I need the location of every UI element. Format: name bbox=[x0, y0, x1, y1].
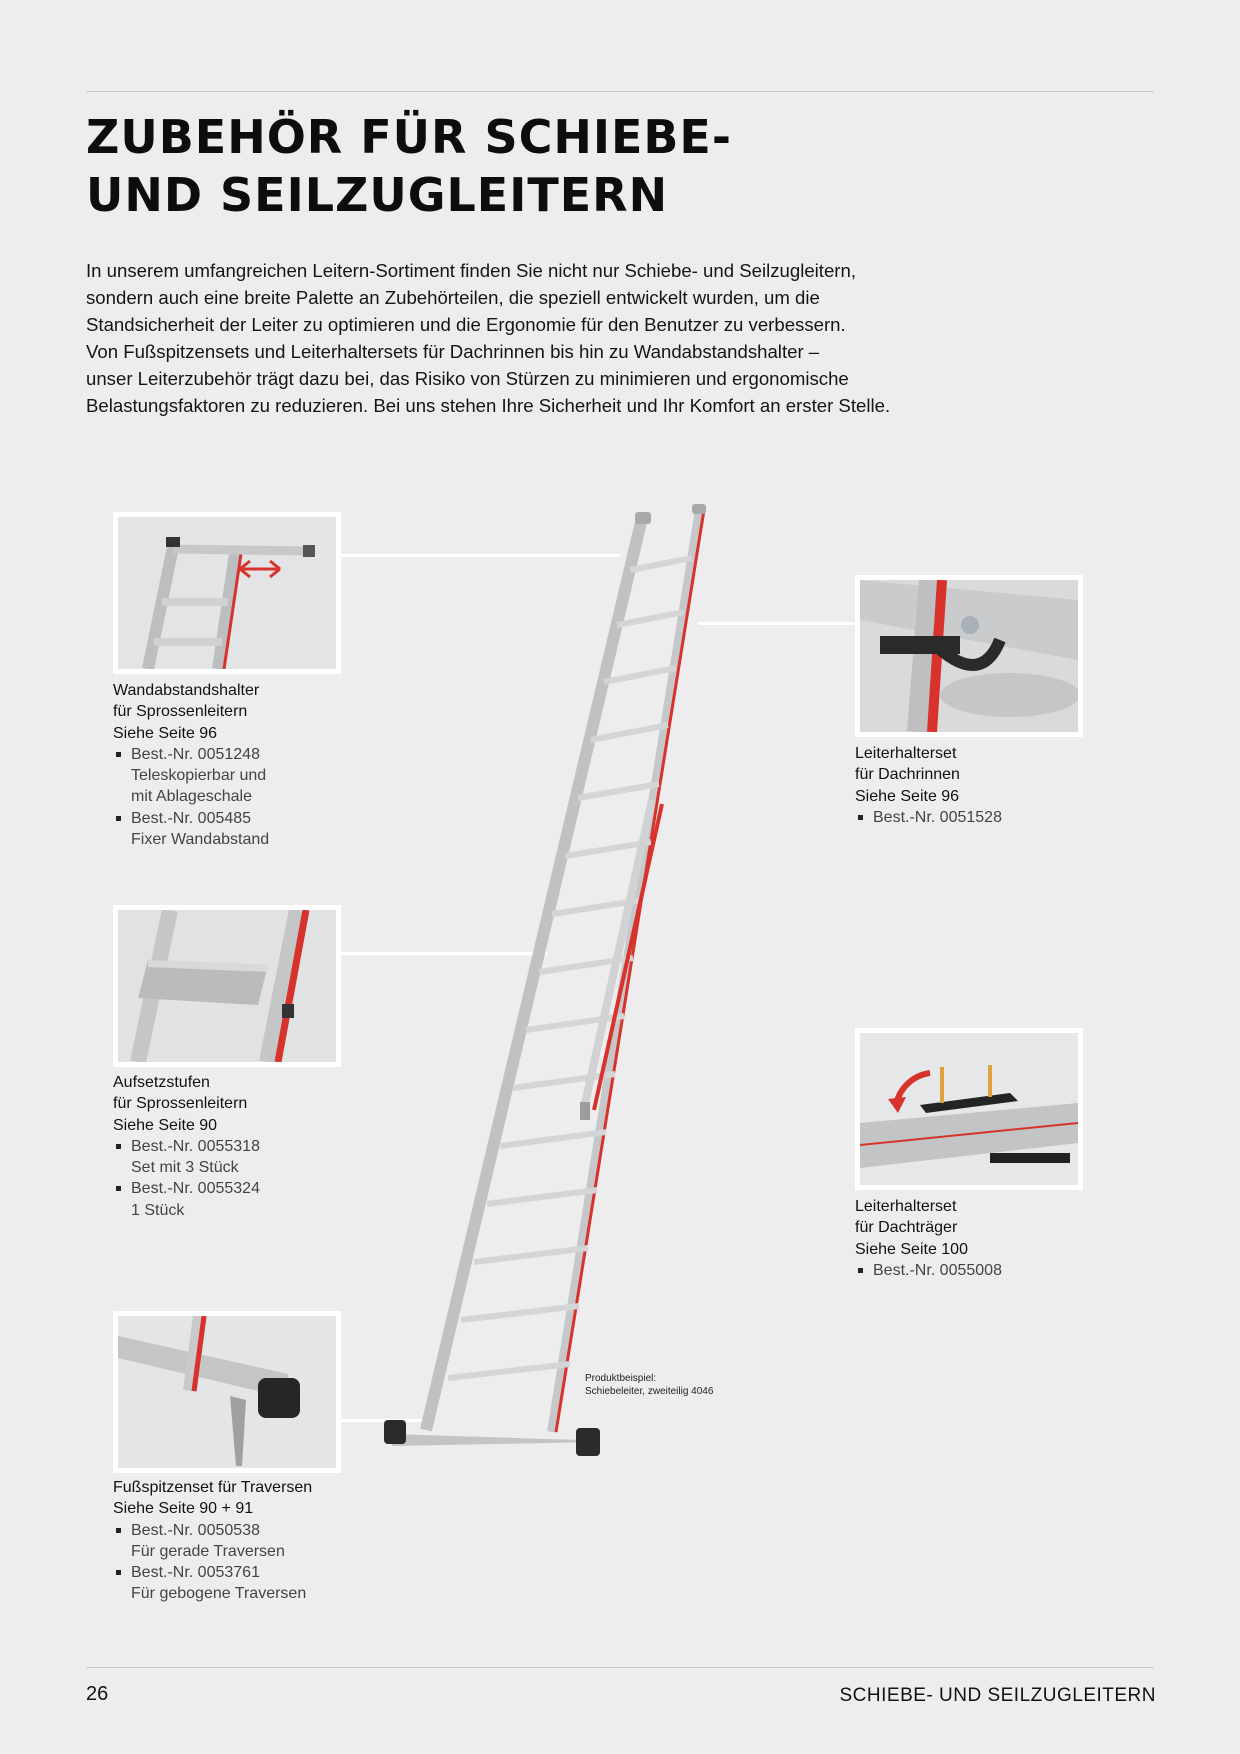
item-bullets bbox=[113, 1520, 363, 1605]
intro-line: unser Leiterzubehör trägt dazu bei, das Risiko von Stürzen zu minimieren und ergonomische bbox=[86, 368, 849, 389]
bullet-note: Set mit 3 Stück bbox=[131, 1159, 239, 1177]
product-caption bbox=[585, 1372, 713, 1398]
bullet-note: Für gerade Traversen bbox=[131, 1542, 285, 1560]
order-number: Best.-Nr. 0055324 bbox=[131, 1180, 260, 1198]
bullet-item bbox=[113, 1520, 363, 1563]
item-page-reference: Siehe Seite 90 + 91 bbox=[113, 1500, 254, 1518]
item-heading: Leiterhalterset bbox=[855, 1198, 957, 1215]
item-bullets bbox=[855, 807, 1105, 828]
bullet-item bbox=[113, 1562, 363, 1605]
order-number: Best.-Nr. 005485 bbox=[131, 809, 252, 827]
ladder-illustration bbox=[380, 490, 740, 1470]
item-heading: für Sprossenleitern bbox=[113, 703, 248, 721]
item-heading: Aufsetzstufen bbox=[113, 1074, 210, 1091]
photo-aufsetzstufen bbox=[113, 905, 341, 1067]
bullet-item bbox=[855, 807, 1105, 828]
bullet-note: Für gebogene Traversen bbox=[131, 1585, 307, 1603]
bullet-item bbox=[113, 744, 363, 808]
intro-line: Belastungsfaktoren zu reduzieren. Bei uns stehen Ihre Sicherheit und Ihr Komfort an erster Stelle. bbox=[86, 395, 891, 416]
intro-line: Standsicherheit der Leiter zu optimieren und die Ergonomie für den Benutzer zu verbessern. bbox=[86, 314, 846, 335]
item-page-reference: Siehe Seite 100 bbox=[855, 1240, 968, 1258]
top-rule bbox=[86, 91, 1154, 92]
item-heading: für Dachträger bbox=[855, 1219, 958, 1237]
item-aufsetzstufen bbox=[113, 1072, 363, 1221]
intro-line: Von Fußspitzensets und Leiterhaltersets für Dachrinnen bis hin zu Wandabstandshalter – bbox=[86, 341, 820, 362]
item-heading: für Dachrinnen bbox=[855, 766, 960, 784]
intro-line: sondern auch eine breite Palette an Zubehörteilen, die speziell entwickelt wurden, um die bbox=[86, 287, 820, 308]
item-heading: für Sprossenleitern bbox=[113, 1095, 248, 1113]
item-bullets bbox=[113, 744, 363, 850]
order-number: Best.-Nr. 0055008 bbox=[873, 1261, 1002, 1279]
photo-fussspitzenset bbox=[113, 1311, 341, 1473]
page-number: 26 bbox=[86, 1683, 109, 1705]
order-number: Best.-Nr. 0055318 bbox=[131, 1137, 260, 1155]
order-number: Best.-Nr. 0051528 bbox=[873, 808, 1002, 826]
item-fussspitzenset bbox=[113, 1477, 363, 1605]
bullet-item bbox=[855, 1260, 1105, 1281]
caption-line: Schiebeleiter, zweiteilig 4046 bbox=[585, 1386, 714, 1397]
order-number: Best.-Nr. 0051248 bbox=[131, 745, 260, 763]
footer-section-title: SCHIEBE- UND SEILZUGLEITERN bbox=[839, 1685, 1156, 1706]
bullet-note: Fixer Wandabstand bbox=[131, 831, 270, 849]
item-bullets bbox=[113, 1136, 363, 1221]
intro-line: In unserem umfangreichen Leitern-Sortiment finden Sie nicht nur Schiebe- und Seilzugleitern, bbox=[86, 260, 857, 281]
photo-wandabstandshalter bbox=[113, 512, 341, 674]
bottom-rule bbox=[86, 1667, 1154, 1668]
item-page-reference: Siehe Seite 90 bbox=[113, 1116, 218, 1134]
title-line-2: UND SEILZUGLEITERN bbox=[86, 168, 669, 222]
item-heading: Fußspitzenset für Traversen bbox=[113, 1479, 313, 1496]
bullet-note: Teleskopierbar und bbox=[131, 767, 267, 785]
bullet-item bbox=[113, 1136, 363, 1179]
order-number: Best.-Nr. 0053761 bbox=[131, 1564, 260, 1582]
ladder-traverse bbox=[384, 1420, 600, 1456]
page-title bbox=[86, 108, 732, 224]
bullet-item bbox=[113, 808, 363, 851]
item-page-reference: Siehe Seite 96 bbox=[855, 787, 960, 805]
bullet-item bbox=[113, 1178, 363, 1221]
item-page-reference: Siehe Seite 96 bbox=[113, 724, 218, 742]
item-heading: Wandabstandshalter bbox=[113, 682, 260, 699]
intro-paragraph bbox=[86, 257, 1106, 419]
photo-leiterhalterset-dachtraeger bbox=[855, 1028, 1083, 1190]
item-heading: Leiterhalterset bbox=[855, 745, 957, 762]
photo-leiterhalterset-dachrinnen bbox=[855, 575, 1083, 737]
caption-line: Produktbeispiel: bbox=[585, 1373, 657, 1384]
bullet-note: mit Ablageschale bbox=[131, 788, 252, 806]
order-number: Best.-Nr. 0050538 bbox=[131, 1521, 260, 1539]
item-wandabstandshalter bbox=[113, 680, 363, 850]
item-bullets bbox=[855, 1260, 1105, 1281]
item-leiterhalterset-dachtraeger bbox=[855, 1196, 1105, 1281]
item-leiterhalterset-dachrinnen bbox=[855, 743, 1105, 828]
title-line-1: ZUBEHÖR FÜR SCHIEBE- bbox=[86, 110, 732, 164]
bullet-note: 1 Stück bbox=[131, 1201, 185, 1219]
ladder-main-section bbox=[426, 504, 706, 1432]
